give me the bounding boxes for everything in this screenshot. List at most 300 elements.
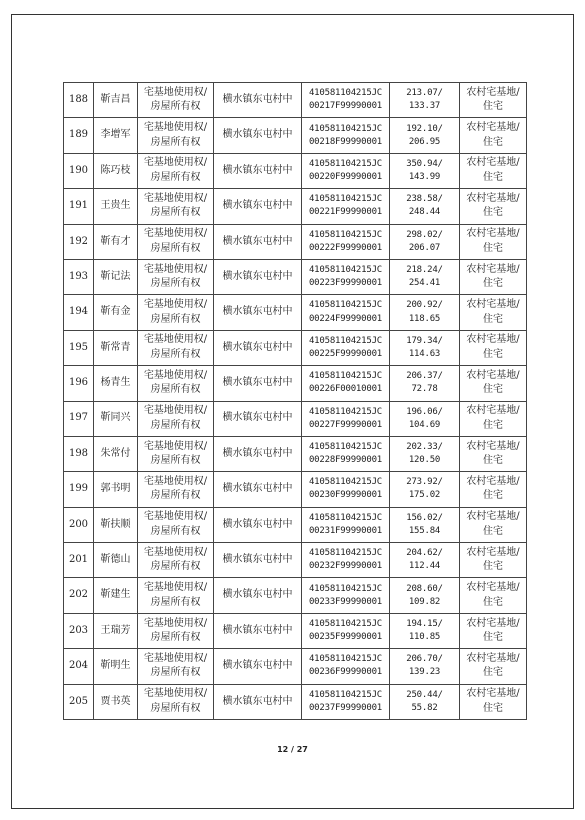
cell-right-type-text: 房屋所有权 bbox=[150, 525, 201, 537]
cell-parcel-code bbox=[302, 330, 390, 365]
cell-land-use-text: 农村宅基地/ bbox=[466, 582, 520, 594]
cell-location bbox=[214, 224, 302, 259]
cell-location-text: 横水镇东屯村中 bbox=[222, 93, 293, 105]
cell-location bbox=[214, 472, 302, 507]
cell-parcel-code-text: 00220F99990001 bbox=[308, 171, 383, 182]
cell-right-type-text: 房屋所有权 bbox=[150, 207, 201, 219]
cell-right-type-text: 房屋所有权 bbox=[150, 278, 201, 290]
cell-area-text: 192.10/ bbox=[406, 123, 443, 134]
cell-parcel-code-text: 00233F99990001 bbox=[308, 596, 383, 607]
cell-area bbox=[390, 224, 460, 259]
cell-parcel-code bbox=[302, 578, 390, 613]
cell-serial-number bbox=[64, 401, 94, 436]
cell-parcel-code-text: 00232F99990001 bbox=[308, 561, 383, 572]
cell-area-text: 175.02 bbox=[408, 490, 441, 501]
cell-serial-number bbox=[64, 366, 94, 401]
cell-parcel-code-text: 00218F99990001 bbox=[308, 136, 383, 147]
cell-parcel-code bbox=[302, 189, 390, 224]
cell-land-use bbox=[460, 684, 527, 719]
cell-land-use-text: 住宅 bbox=[483, 207, 503, 219]
cell-area-text: 200.92/ bbox=[406, 300, 443, 311]
cell-right-type-text: 房屋所有权 bbox=[150, 632, 201, 644]
cell-location-text: 横水镇东屯村中 bbox=[222, 483, 293, 495]
cell-land-use bbox=[460, 366, 527, 401]
cell-area bbox=[390, 543, 460, 578]
cell-location bbox=[214, 401, 302, 436]
cell-land-use bbox=[460, 543, 527, 578]
cell-parcel-code bbox=[302, 259, 390, 294]
cell-area-text: 110.85 bbox=[408, 632, 441, 643]
cell-right-type-text: 宅基地使用权/ bbox=[143, 475, 208, 487]
cell-parcel-code-text: 00221F99990001 bbox=[308, 207, 383, 218]
cell-area-text: 194.15/ bbox=[406, 619, 443, 629]
cell-land-use bbox=[460, 649, 527, 684]
cell-land-use-text: 住宅 bbox=[483, 384, 503, 396]
cell-right-type bbox=[138, 578, 214, 613]
cell-owner-name-text: 靳建生 bbox=[100, 589, 131, 601]
cell-parcel-code-text: 00228F99990001 bbox=[308, 455, 383, 466]
cell-location-text: 横水镇东屯村中 bbox=[222, 377, 293, 389]
cell-area bbox=[390, 330, 460, 365]
cell-owner-name-text: 杨青生 bbox=[100, 377, 131, 389]
cell-area-text: 55.82 bbox=[411, 702, 438, 713]
cell-location-text: 横水镇东屯村中 bbox=[222, 447, 293, 459]
cell-area-text: 109.82 bbox=[408, 596, 441, 607]
cell-parcel-code bbox=[302, 83, 390, 118]
cell-right-type bbox=[138, 330, 214, 365]
cell-parcel-code-text: 410581104215JC bbox=[308, 548, 383, 559]
cell-land-use-text: 住宅 bbox=[483, 136, 503, 148]
cell-owner-name-text: 李增军 bbox=[100, 129, 131, 141]
cell-right-type-text: 宅基地使用权/ bbox=[143, 546, 208, 558]
cell-area bbox=[390, 118, 460, 153]
cell-location bbox=[214, 330, 302, 365]
cell-serial-number bbox=[64, 472, 94, 507]
cell-land-use-text: 农村宅基地/ bbox=[466, 440, 520, 452]
cell-parcel-code-text: 410581104215JC bbox=[308, 689, 383, 700]
cell-area-text: 72.78 bbox=[411, 384, 438, 395]
cell-area bbox=[390, 436, 460, 471]
cell-land-use bbox=[460, 189, 527, 224]
cell-right-type bbox=[138, 189, 214, 224]
cell-area-text: 133.37 bbox=[408, 101, 441, 112]
cell-serial-number-text: 189 bbox=[68, 129, 89, 141]
table-row bbox=[64, 259, 527, 294]
cell-right-type bbox=[138, 401, 214, 436]
cell-area-text: 206.70/ bbox=[406, 654, 443, 665]
cell-area-text: 206.37/ bbox=[406, 371, 443, 382]
cell-land-use-text: 住宅 bbox=[483, 419, 503, 431]
cell-owner-name-text: 贾书英 bbox=[100, 695, 131, 707]
cell-location-text: 横水镇东屯村中 bbox=[222, 660, 293, 672]
cell-land-use-text: 农村宅基地/ bbox=[466, 334, 520, 346]
cell-area-text: 120.50 bbox=[408, 455, 441, 466]
cell-parcel-code-text: 410581104215JC bbox=[308, 654, 383, 665]
cell-area-text: 254.41 bbox=[408, 278, 441, 289]
cell-parcel-code-text: 410581104215JC bbox=[308, 371, 383, 382]
cell-parcel-code-text: 00237F99990001 bbox=[308, 702, 383, 713]
cell-land-use-text: 住宅 bbox=[483, 348, 503, 360]
cell-right-type bbox=[138, 613, 214, 648]
table-row bbox=[64, 507, 527, 542]
cell-area bbox=[390, 613, 460, 648]
cell-parcel-code-text: 00222F99990001 bbox=[308, 242, 383, 253]
cell-right-type bbox=[138, 649, 214, 684]
cell-parcel-code bbox=[302, 507, 390, 542]
cell-owner-name bbox=[94, 507, 138, 542]
table-row bbox=[64, 330, 527, 365]
cell-parcel-code-text: 00230F99990001 bbox=[308, 490, 383, 501]
cell-location-text: 横水镇东屯村中 bbox=[222, 624, 293, 636]
table-row bbox=[64, 118, 527, 153]
cell-right-type bbox=[138, 83, 214, 118]
cell-land-use-text: 住宅 bbox=[483, 455, 503, 467]
cell-right-type-text: 房屋所有权 bbox=[150, 419, 201, 431]
cell-land-use bbox=[460, 295, 527, 330]
cell-serial-number-text: 195 bbox=[68, 341, 89, 353]
cell-area-text: 196.06/ bbox=[406, 406, 443, 417]
cell-land-use-text: 农村宅基地/ bbox=[466, 263, 520, 275]
cell-location bbox=[214, 259, 302, 294]
cell-right-type-text: 房屋所有权 bbox=[150, 455, 201, 467]
cell-area-text: 139.23 bbox=[408, 667, 441, 678]
cell-right-type-text: 宅基地使用权/ bbox=[143, 405, 208, 417]
cell-area bbox=[390, 295, 460, 330]
cell-parcel-code-text: 410581104215JC bbox=[308, 583, 383, 594]
cell-owner-name bbox=[94, 366, 138, 401]
cell-area-text: 156.02/ bbox=[406, 512, 443, 523]
cell-serial-number bbox=[64, 684, 94, 719]
cell-right-type bbox=[138, 684, 214, 719]
cell-area bbox=[390, 83, 460, 118]
cell-right-type-text: 宅基地使用权/ bbox=[143, 617, 208, 629]
cell-area-text: 112.44 bbox=[408, 561, 441, 572]
cell-serial-number-text: 204 bbox=[68, 660, 89, 672]
cell-serial-number bbox=[64, 83, 94, 118]
cell-owner-name-text: 郭书明 bbox=[100, 483, 131, 495]
cell-owner-name bbox=[94, 401, 138, 436]
cell-location bbox=[214, 578, 302, 613]
cell-serial-number-text: 196 bbox=[68, 377, 89, 389]
cell-right-type bbox=[138, 436, 214, 471]
cell-owner-name bbox=[94, 259, 138, 294]
cell-area bbox=[390, 259, 460, 294]
cell-serial-number-text: 200 bbox=[68, 518, 89, 530]
cell-land-use-text: 住宅 bbox=[483, 667, 503, 679]
cell-land-use-text: 农村宅基地/ bbox=[466, 157, 520, 169]
cell-area-text: 208.60/ bbox=[406, 583, 443, 594]
cell-owner-name-text: 靳有才 bbox=[100, 235, 131, 247]
cell-parcel-code bbox=[302, 684, 390, 719]
cell-land-use-text: 住宅 bbox=[483, 525, 503, 537]
cell-location-text: 横水镇东屯村中 bbox=[222, 554, 293, 566]
cell-parcel-code-text: 00224F99990001 bbox=[308, 313, 383, 324]
cell-parcel-code-text: 410581104215JC bbox=[308, 442, 383, 453]
cell-serial-number-text: 197 bbox=[68, 412, 89, 424]
cell-location-text: 横水镇东屯村中 bbox=[222, 306, 293, 318]
cell-parcel-code bbox=[302, 649, 390, 684]
cell-right-type-text: 房屋所有权 bbox=[150, 596, 201, 608]
cell-owner-name bbox=[94, 83, 138, 118]
cell-area-text: 114.63 bbox=[408, 348, 441, 359]
cell-land-use-text: 住宅 bbox=[483, 702, 503, 714]
cell-owner-name bbox=[94, 684, 138, 719]
cell-right-type-text: 房屋所有权 bbox=[150, 101, 201, 113]
cell-right-type-text: 房屋所有权 bbox=[150, 702, 201, 714]
cell-serial-number-text: 194 bbox=[68, 306, 89, 318]
cell-area bbox=[390, 189, 460, 224]
cell-right-type bbox=[138, 259, 214, 294]
cell-parcel-code-text: 410581104215JC bbox=[308, 477, 383, 488]
table-row bbox=[64, 401, 527, 436]
cell-serial-number-text: 202 bbox=[68, 589, 89, 601]
cell-owner-name bbox=[94, 436, 138, 471]
cell-owner-name bbox=[94, 224, 138, 259]
cell-location-text: 横水镇东屯村中 bbox=[222, 270, 293, 282]
cell-parcel-code-text: 00226F00010001 bbox=[308, 384, 383, 395]
cell-owner-name-text: 朱常付 bbox=[100, 447, 131, 459]
cell-owner-name bbox=[94, 153, 138, 188]
cell-location bbox=[214, 543, 302, 578]
cell-serial-number bbox=[64, 543, 94, 578]
cell-parcel-code bbox=[302, 366, 390, 401]
cell-land-use-text: 住宅 bbox=[483, 278, 503, 290]
cell-location bbox=[214, 83, 302, 118]
cell-land-use bbox=[460, 613, 527, 648]
cell-serial-number bbox=[64, 578, 94, 613]
cell-owner-name bbox=[94, 578, 138, 613]
cell-land-use-text: 农村宅基地/ bbox=[466, 546, 520, 558]
cell-serial-number-text: 188 bbox=[68, 93, 89, 105]
cell-serial-number-text: 192 bbox=[68, 235, 89, 247]
cell-right-type-text: 宅基地使用权/ bbox=[143, 157, 208, 169]
cell-land-use bbox=[460, 153, 527, 188]
cell-location-text: 横水镇东屯村中 bbox=[222, 129, 293, 141]
cell-area bbox=[390, 472, 460, 507]
cell-owner-name bbox=[94, 472, 138, 507]
cell-right-type-text: 房屋所有权 bbox=[150, 136, 201, 148]
cell-area-text: 143.99 bbox=[408, 171, 441, 182]
cell-parcel-code bbox=[302, 118, 390, 153]
cell-right-type-text: 房屋所有权 bbox=[150, 313, 201, 325]
cell-owner-name bbox=[94, 613, 138, 648]
cell-land-use-text: 农村宅基地/ bbox=[466, 511, 520, 523]
cell-area-text: 155.84 bbox=[408, 525, 441, 536]
cell-area bbox=[390, 366, 460, 401]
cell-area-text: 213.07/ bbox=[406, 88, 443, 99]
cell-land-use-text: 住宅 bbox=[483, 561, 503, 573]
cell-land-use-text: 农村宅基地/ bbox=[466, 369, 520, 381]
cell-land-use-text: 农村宅基地/ bbox=[466, 192, 520, 204]
cell-right-type-text: 宅基地使用权/ bbox=[143, 299, 208, 311]
cell-land-use bbox=[460, 330, 527, 365]
cell-right-type-text: 房屋所有权 bbox=[150, 348, 201, 360]
cell-land-use-text: 农村宅基地/ bbox=[466, 299, 520, 311]
cell-right-type-text: 宅基地使用权/ bbox=[143, 369, 208, 381]
cell-land-use bbox=[460, 118, 527, 153]
cell-location bbox=[214, 649, 302, 684]
cell-location-text: 横水镇东屯村中 bbox=[222, 695, 293, 707]
page-number: 12 / 27 bbox=[277, 745, 308, 754]
cell-owner-name-text: 王瑞芳 bbox=[100, 624, 131, 636]
table-row bbox=[64, 684, 527, 719]
cell-land-use bbox=[460, 83, 527, 118]
cell-area bbox=[390, 578, 460, 613]
cell-right-type-text: 房屋所有权 bbox=[150, 667, 201, 679]
cell-parcel-code-text: 410581104215JC bbox=[308, 406, 383, 417]
cell-parcel-code-text: 410581104215JC bbox=[308, 619, 383, 629]
cell-land-use-text: 住宅 bbox=[483, 632, 503, 644]
table-row bbox=[64, 83, 527, 118]
cell-land-use bbox=[460, 507, 527, 542]
cell-parcel-code-text: 410581104215JC bbox=[308, 194, 383, 205]
cell-location bbox=[214, 189, 302, 224]
table-row bbox=[64, 366, 527, 401]
cell-parcel-code-text: 410581104215JC bbox=[308, 265, 383, 276]
cell-location-text: 横水镇东屯村中 bbox=[222, 164, 293, 176]
cell-parcel-code-text: 00225F99990001 bbox=[308, 348, 383, 359]
cell-land-use bbox=[460, 578, 527, 613]
cell-parcel-code bbox=[302, 153, 390, 188]
cell-right-type bbox=[138, 295, 214, 330]
cell-owner-name-text: 靳扶顺 bbox=[100, 518, 131, 530]
cell-location bbox=[214, 613, 302, 648]
cell-right-type-text: 宅基地使用权/ bbox=[143, 263, 208, 275]
cell-location bbox=[214, 153, 302, 188]
cell-serial-number bbox=[64, 224, 94, 259]
cell-parcel-code-text: 00231F99990001 bbox=[308, 525, 383, 536]
cell-serial-number-text: 191 bbox=[68, 200, 89, 212]
cell-right-type bbox=[138, 543, 214, 578]
cell-area-text: 350.94/ bbox=[406, 158, 443, 169]
cell-parcel-code-text: 00235F99990001 bbox=[308, 632, 383, 643]
cell-land-use-text: 农村宅基地/ bbox=[466, 228, 520, 240]
cell-area-text: 273.92/ bbox=[406, 477, 443, 488]
cell-owner-name-text: 靳有金 bbox=[100, 306, 131, 318]
cell-parcel-code-text: 410581104215JC bbox=[308, 158, 383, 169]
cell-land-use-text: 住宅 bbox=[483, 490, 503, 502]
cell-land-use-text: 住宅 bbox=[483, 171, 503, 183]
cell-owner-name bbox=[94, 330, 138, 365]
cell-owner-name-text: 靳记法 bbox=[100, 270, 131, 282]
cell-right-type-text: 宅基地使用权/ bbox=[143, 122, 208, 134]
cell-parcel-code bbox=[302, 295, 390, 330]
cell-right-type bbox=[138, 366, 214, 401]
cell-land-use bbox=[460, 472, 527, 507]
cell-area-text: 206.95 bbox=[408, 136, 441, 147]
table-row bbox=[64, 189, 527, 224]
cell-owner-name bbox=[94, 295, 138, 330]
cell-location bbox=[214, 436, 302, 471]
cell-right-type-text: 房屋所有权 bbox=[150, 242, 201, 254]
cell-area-text: 206.07 bbox=[408, 242, 441, 253]
cell-parcel-code-text: 00227F99990001 bbox=[308, 419, 383, 430]
cell-right-type bbox=[138, 118, 214, 153]
cell-owner-name bbox=[94, 118, 138, 153]
table-row bbox=[64, 543, 527, 578]
cell-serial-number bbox=[64, 649, 94, 684]
cell-location bbox=[214, 295, 302, 330]
cell-right-type-text: 宅基地使用权/ bbox=[143, 334, 208, 346]
table-body bbox=[64, 83, 527, 720]
cell-parcel-code bbox=[302, 472, 390, 507]
cell-area-text: 204.62/ bbox=[406, 548, 443, 559]
table-row bbox=[64, 295, 527, 330]
cell-area-text: 202.33/ bbox=[406, 442, 443, 453]
cell-area bbox=[390, 401, 460, 436]
cell-serial-number bbox=[64, 507, 94, 542]
cell-parcel-code-text: 410581104215JC bbox=[308, 123, 383, 134]
cell-location-text: 横水镇东屯村中 bbox=[222, 341, 293, 353]
cell-serial-number-text: 203 bbox=[68, 624, 89, 636]
cell-location-text: 横水镇东屯村中 bbox=[222, 200, 293, 212]
cell-parcel-code-text: 00236F99990001 bbox=[308, 667, 383, 678]
cell-land-use-text: 农村宅基地/ bbox=[466, 652, 520, 664]
cell-location-text: 横水镇东屯村中 bbox=[222, 412, 293, 424]
cell-location-text: 横水镇东屯村中 bbox=[222, 518, 293, 530]
cell-land-use-text: 农村宅基地/ bbox=[466, 122, 520, 134]
cell-parcel-code-text: 410581104215JC bbox=[308, 300, 383, 311]
cell-area-text: 248.44 bbox=[408, 207, 441, 218]
cell-serial-number-text: 199 bbox=[68, 483, 89, 495]
cell-land-use-text: 住宅 bbox=[483, 242, 503, 254]
cell-serial-number-text: 193 bbox=[68, 270, 89, 282]
cell-right-type bbox=[138, 153, 214, 188]
cell-parcel-code bbox=[302, 224, 390, 259]
cell-area-text: 118.65 bbox=[408, 313, 441, 324]
cell-serial-number bbox=[64, 189, 94, 224]
cell-owner-name-text: 王贵生 bbox=[100, 200, 131, 212]
cell-right-type bbox=[138, 507, 214, 542]
cell-right-type-text: 宅基地使用权/ bbox=[143, 582, 208, 594]
cell-parcel-code bbox=[302, 543, 390, 578]
cell-location-text: 横水镇东屯村中 bbox=[222, 589, 293, 601]
cell-right-type-text: 宅基地使用权/ bbox=[143, 228, 208, 240]
cell-serial-number-text: 201 bbox=[68, 554, 89, 566]
table-row bbox=[64, 613, 527, 648]
cell-right-type-text: 房屋所有权 bbox=[150, 384, 201, 396]
cell-land-use-text: 住宅 bbox=[483, 313, 503, 325]
cell-right-type-text: 房屋所有权 bbox=[150, 171, 201, 183]
cell-serial-number bbox=[64, 118, 94, 153]
cell-serial-number bbox=[64, 153, 94, 188]
cell-owner-name-text: 陈巧枝 bbox=[100, 164, 131, 176]
cell-area-text: 238.58/ bbox=[406, 194, 443, 205]
registration-table bbox=[63, 82, 527, 720]
cell-land-use-text: 住宅 bbox=[483, 596, 503, 608]
cell-owner-name-text: 靳同兴 bbox=[100, 412, 131, 424]
cell-location bbox=[214, 507, 302, 542]
cell-area-text: 179.34/ bbox=[406, 335, 443, 346]
cell-owner-name-text: 靳明生 bbox=[100, 660, 131, 672]
cell-parcel-code-text: 410581104215JC bbox=[308, 229, 383, 240]
cell-land-use-text: 农村宅基地/ bbox=[466, 688, 520, 700]
cell-location bbox=[214, 684, 302, 719]
cell-parcel-code-text: 00223F99990001 bbox=[308, 278, 383, 289]
cell-serial-number bbox=[64, 295, 94, 330]
cell-area bbox=[390, 507, 460, 542]
cell-land-use bbox=[460, 259, 527, 294]
cell-location bbox=[214, 366, 302, 401]
cell-parcel-code bbox=[302, 401, 390, 436]
cell-right-type-text: 宅基地使用权/ bbox=[143, 688, 208, 700]
cell-right-type-text: 房屋所有权 bbox=[150, 490, 201, 502]
cell-serial-number bbox=[64, 613, 94, 648]
cell-right-type-text: 房屋所有权 bbox=[150, 561, 201, 573]
cell-area-text: 250.44/ bbox=[406, 689, 443, 700]
table-row bbox=[64, 578, 527, 613]
cell-parcel-code bbox=[302, 613, 390, 648]
